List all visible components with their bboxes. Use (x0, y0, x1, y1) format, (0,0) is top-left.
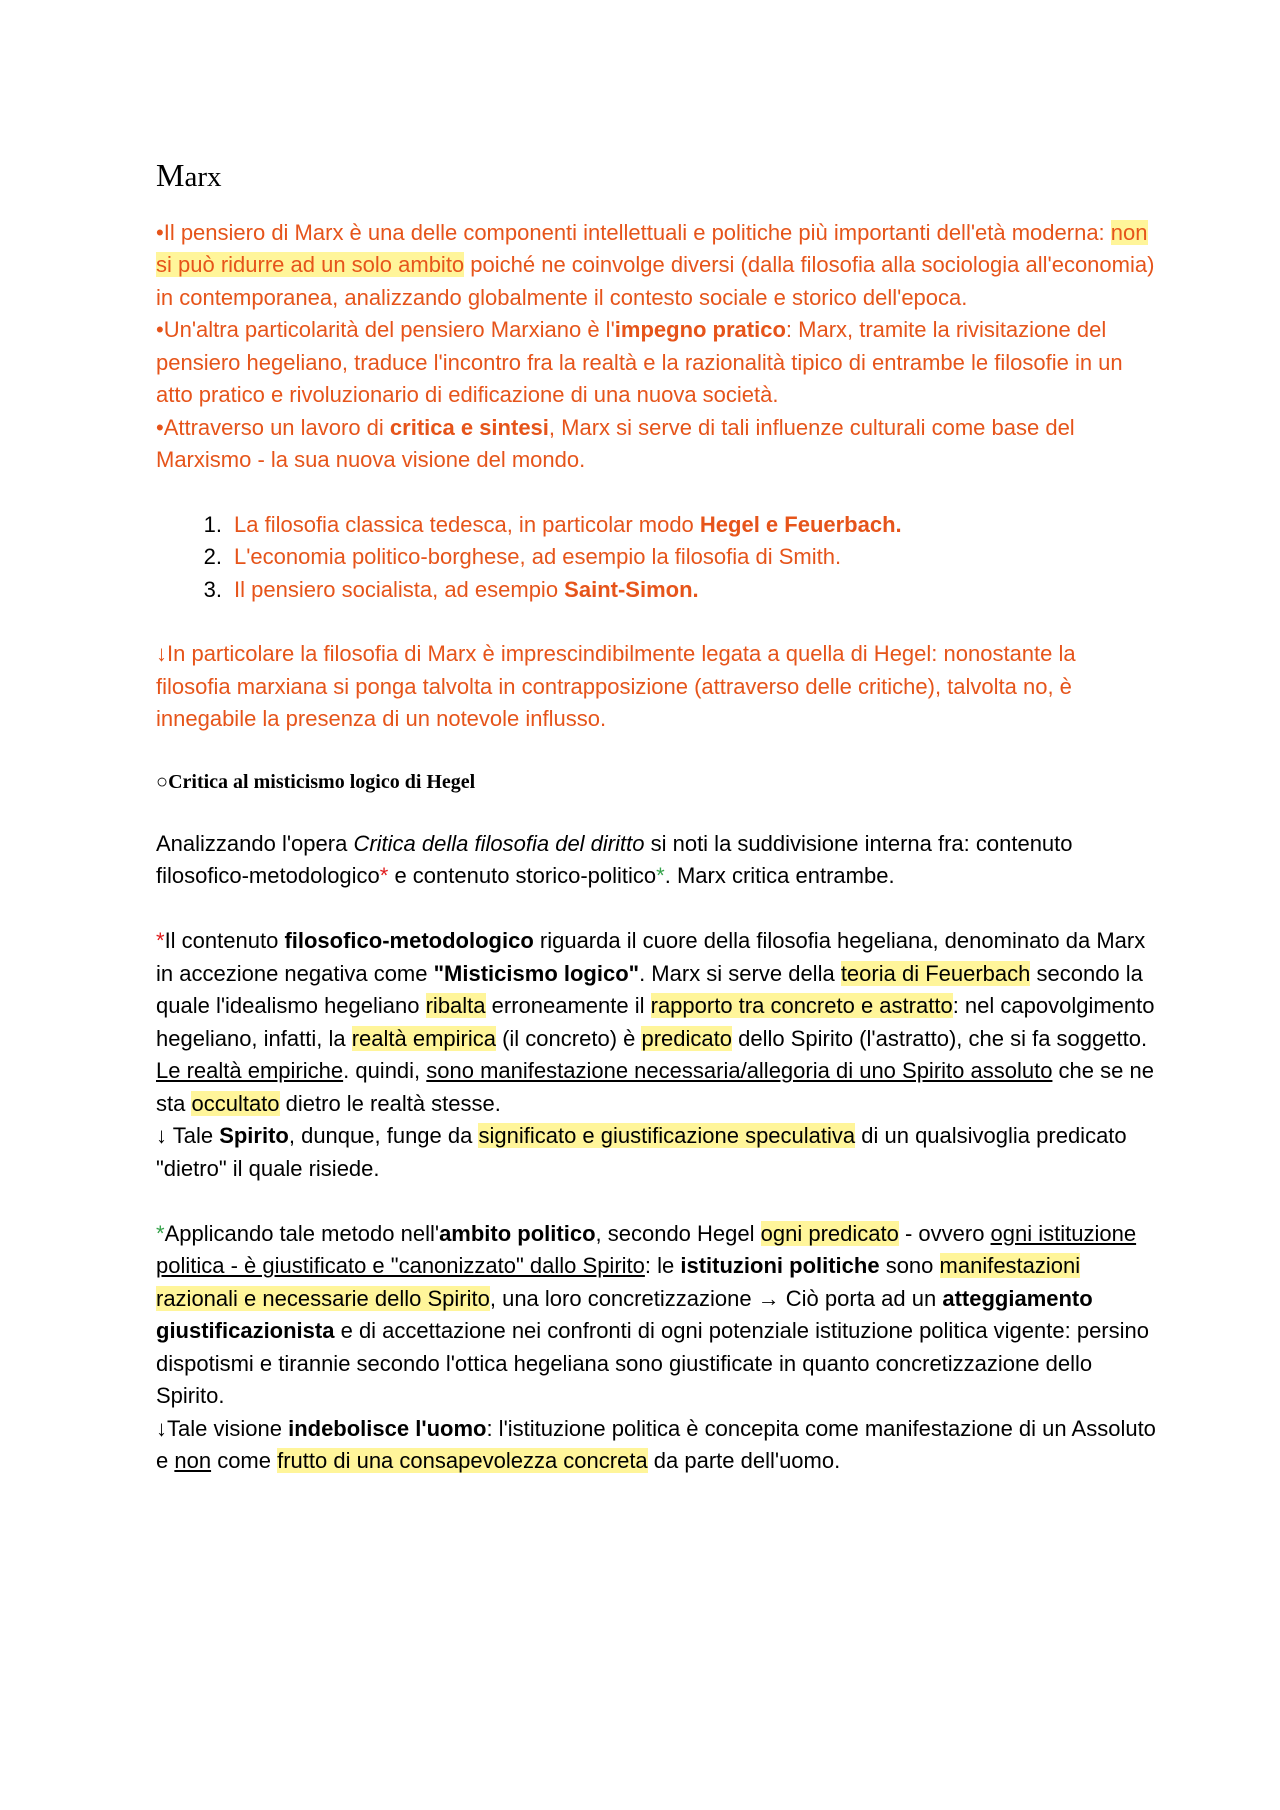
bold-text: Hegel e Feuerbach. (699, 511, 902, 537)
bold-text: filosofico-metodologico (284, 928, 534, 954)
text: •Un'altra particolarità del pensiero Marxiano è l' (156, 317, 615, 343)
highlight: frutto di una consapevolezza concreta (277, 1448, 648, 1474)
highlight: ribalta (425, 993, 486, 1019)
bold-text: ambito politico (439, 1220, 596, 1246)
text: e di accettazione nei confronti di ogni potenziale istituzione politica vigente: persino dispotismi e tirannie secondo l'ottica hegeliana sono giustificate in quanto concretizzazione dello Spirito. (156, 1318, 1149, 1409)
bold-text: indebolisce l'uomo (288, 1415, 487, 1441)
weakening-paragraph (156, 1413, 1156, 1478)
document-page (156, 156, 1156, 1478)
text: •Il pensiero di Marx è una delle componenti intellettuali e politiche più importanti dell'età moderna: (156, 219, 1111, 245)
bold-text: "Misticismo logico" (433, 960, 640, 986)
text: Applicando tale metodo nell' (164, 1220, 440, 1246)
list-text (234, 541, 841, 574)
bold-text: Spirito (219, 1123, 289, 1149)
list-item (156, 509, 1156, 542)
list-number: 1. (203, 511, 222, 537)
text: : le (644, 1253, 681, 1279)
hegel-link-paragraph: ↓In particolare la filosofia di Marx è imprescindibilmente legata a quella di Hegel: nonostante la filosofia marxiana si ponga talvolta in contrapposizione (attraverso delle critiche), talvolta no, è innegabile la presenza di un notevole influsso. (156, 641, 1076, 732)
text: : Marx, tramite la rivisitazione del pensiero hegeliano, traduce l'incontro fra la realtà e la razionalità tipico di entrambe le filosofie in un atto pratico e rivoluzionario di edificazione di una nuova società. (156, 317, 1123, 408)
text: e contenuto storico-politico (388, 863, 657, 889)
bold-text: istituzioni politiche (680, 1253, 880, 1279)
title-rest: arx (184, 161, 222, 193)
text: ↓ Tale (156, 1123, 220, 1149)
underlined-text: sono manifestazione necessaria/allegoria di uno Spirito assoluto (426, 1058, 1053, 1084)
text: L'economia politico-borghese, ad esempio la filosofia di Smith. (234, 544, 842, 570)
list-item (156, 574, 1156, 607)
highlight: ogni predicato (760, 1220, 899, 1246)
text: , Marx si serve di tali influenze culturali come base del Marxismo - la sua nuova visione del mondo. (156, 414, 1075, 473)
spirit-paragraph (156, 1120, 1156, 1185)
red-asterisk: * (156, 928, 165, 954)
politics-paragraph (156, 1218, 1156, 1413)
list-number: 3. (203, 576, 222, 602)
highlight: non si può ridurre ad un solo ambito (156, 219, 1148, 278)
text: di un qualsivoglia predicato "dietro" il quale risiede. (156, 1123, 1127, 1181)
text: erroneamente il (485, 993, 651, 1019)
text: - ovvero (898, 1220, 991, 1246)
text: , una loro concretizzazione → Ciò porta ad un (489, 1285, 943, 1311)
title-cap: M (156, 157, 185, 193)
method-paragraph (156, 925, 1156, 1120)
text: riguarda il cuore della filosofia hegeliana, denominato da Marx in accezione negativa come (156, 928, 1146, 986)
analysis-paragraph (156, 828, 1156, 893)
highlight: significato e giustificazione speculativa (478, 1123, 856, 1149)
text: , dunque, funge da (288, 1123, 479, 1149)
red-asterisk: * (379, 863, 389, 889)
text: . Marx critica entrambe. (664, 863, 895, 889)
text: . Marx si serve della (639, 960, 841, 986)
highlight: occultato (191, 1090, 280, 1116)
underlined-text: non (174, 1448, 212, 1474)
list-number: 2. (203, 544, 222, 570)
highlight: predicato (641, 1025, 732, 1051)
influences-list (156, 509, 1156, 607)
green-asterisk: * (656, 863, 665, 889)
text: Il contenuto (164, 928, 285, 954)
highlight: realtà empirica (351, 1025, 496, 1051)
page-title (156, 156, 1156, 195)
highlight: teoria di Feuerbach (840, 960, 1031, 986)
green-asterisk: * (156, 1220, 165, 1246)
list-text (234, 509, 902, 542)
list-text (234, 574, 699, 607)
bold-text: impegno pratico (614, 317, 786, 343)
text: Analizzando l'opera (156, 830, 354, 856)
text: che se ne sta (156, 1058, 1154, 1116)
text: (il concreto) è (495, 1025, 642, 1051)
text: come (211, 1448, 278, 1474)
list-item (156, 541, 1156, 574)
text: : l'istituzione politica è concepita come manifestazione di un Assoluto e (156, 1415, 1156, 1474)
text: : nel capovolgimento hegeliano, infatti, la (156, 993, 1155, 1051)
text: secondo la quale l'idealismo hegeliano (156, 960, 1143, 1019)
italic-title: Critica della filosofia del diritto (353, 830, 645, 856)
underlined-text: Le realtà empiriche (156, 1058, 344, 1084)
intro-paragraph-3 (156, 412, 1156, 477)
text: , secondo Hegel (595, 1220, 761, 1246)
section-heading: ○Critica al misticismo logico di Hegel (156, 770, 476, 793)
text: poiché ne coinvolge diversi (dalla filosofia alla sociologia all'economia) in contemporanea, analizzando globalmente il contesto sociale e storico dell'epoca. (156, 252, 1155, 310)
bold-text: critica e sintesi (389, 414, 549, 440)
underlined-text: ogni istituzione politica - è giustificato e "canonizzato" dallo Spirito (156, 1220, 1137, 1279)
text: La filosofia classica tedesca, in particolar modo (234, 511, 700, 537)
text: •Attraverso un lavoro di (156, 414, 390, 440)
bold-text: atteggiamento giustificazionista (156, 1285, 1093, 1344)
text: Il pensiero socialista, ad esempio (234, 576, 565, 602)
text: da parte dell'uomo. (647, 1448, 841, 1474)
text: si noti la suddivisione interna fra: contenuto filosofico-metodologico (156, 830, 1073, 889)
highlight: manifestazioni razionali e necessarie dello Spirito (156, 1253, 1081, 1311)
intro-paragraph-2 (156, 314, 1156, 412)
bold-text: Saint-Simon. (564, 576, 699, 602)
intro-paragraph-1 (156, 217, 1156, 315)
highlight: rapporto tra concreto e astratto (650, 993, 953, 1019)
text: dietro le realtà stesse. (279, 1090, 501, 1116)
text: dello Spirito (l'astratto), che si fa soggetto. (732, 1025, 1148, 1051)
text: sono (879, 1253, 940, 1279)
text: . quindi, (343, 1058, 427, 1084)
text: ↓Tale visione (156, 1415, 289, 1441)
